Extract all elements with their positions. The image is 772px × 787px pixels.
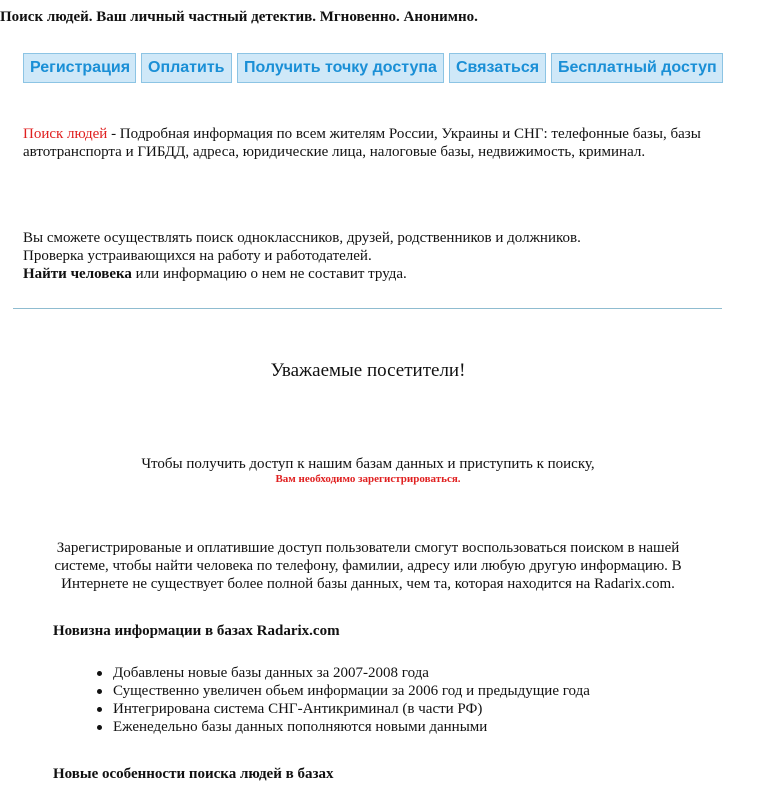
nav-free-access-button[interactable]: Бесплатный доступ: [551, 53, 723, 83]
page-title: Поиск людей. Ваш личный частный детектив. Мгновенно. Анонимно.: [0, 9, 478, 25]
people-search-link[interactable]: Поиск людей: [23, 126, 108, 142]
intro-paragraph: [23, 125, 723, 161]
nav-get-access-point-button[interactable]: Получить точку доступа: [237, 53, 444, 83]
features-summary: [23, 229, 723, 283]
summary-line-2: Проверка устраивающихся на работу и работодателей.: [23, 248, 372, 264]
list-item-text: Добавлены новые базы данных за 2007-2008 года: [113, 665, 429, 681]
list-item-text: Еженедельно базы данных пополняются новыми данными: [113, 719, 488, 735]
top-nav: [23, 53, 723, 83]
list-item-text: Интегрирована система СНГ-Антикриминал (в части РФ): [113, 701, 483, 717]
features-list: [113, 664, 590, 736]
list-item: [113, 664, 590, 682]
list-item: [113, 682, 590, 700]
list-item: [113, 700, 590, 718]
list-item: [113, 718, 590, 736]
nav-contact-button[interactable]: Связаться: [449, 53, 546, 83]
intro-text: - Подробная информация по всем жителям России, Украины и СНГ: телефонные базы, базы автотранспорта и ГИБДД, адреса, юридические лица, налоговые базы, недвижимость, криминал.: [23, 126, 701, 160]
summary-line-3: [23, 265, 723, 283]
nav-pay-button[interactable]: Оплатить: [141, 53, 232, 83]
access-note: Чтобы получить доступ к нашим базам данных и приступить к поиску,: [141, 456, 595, 472]
bullet-icon: [97, 707, 102, 712]
greeting-heading: Уважаемые посетители!: [270, 360, 466, 381]
novelty-section-title: Новизна информации в базах Radarix.com: [53, 623, 340, 639]
new-features-section-title: Новые особенности поиска людей в базах: [53, 766, 334, 782]
bullet-icon: [97, 725, 102, 730]
nav-register-button[interactable]: Регистрация: [23, 53, 136, 83]
info-paragraph: Зарегистрированые и оплатившие доступ пользователи смогут воспользоваться поиском в нашей системе, чтобы найти человека по телефону, фамилии, адресу или любую другую информацию. В Интернете не существует более полной базы данных, чем та, которая находится на Radarix.com.: [54, 540, 682, 592]
list-item-text: Существенно увеличен обьем информации за 2006 год и предыдущие года: [113, 683, 590, 699]
register-link[interactable]: Вам необходимо зарегистрироваться.: [275, 473, 461, 485]
bullet-icon: [97, 689, 102, 694]
section-divider: [13, 308, 722, 309]
summary-line-1: Вы сможете осуществлять поиск одноклассников, друзей, родственников и должников.: [23, 230, 581, 246]
bullet-icon: [97, 671, 102, 676]
summary-line-3-rest: или информацию о нем не составит труда.: [131, 266, 407, 282]
find-person-bold: Найти человека: [23, 266, 132, 282]
